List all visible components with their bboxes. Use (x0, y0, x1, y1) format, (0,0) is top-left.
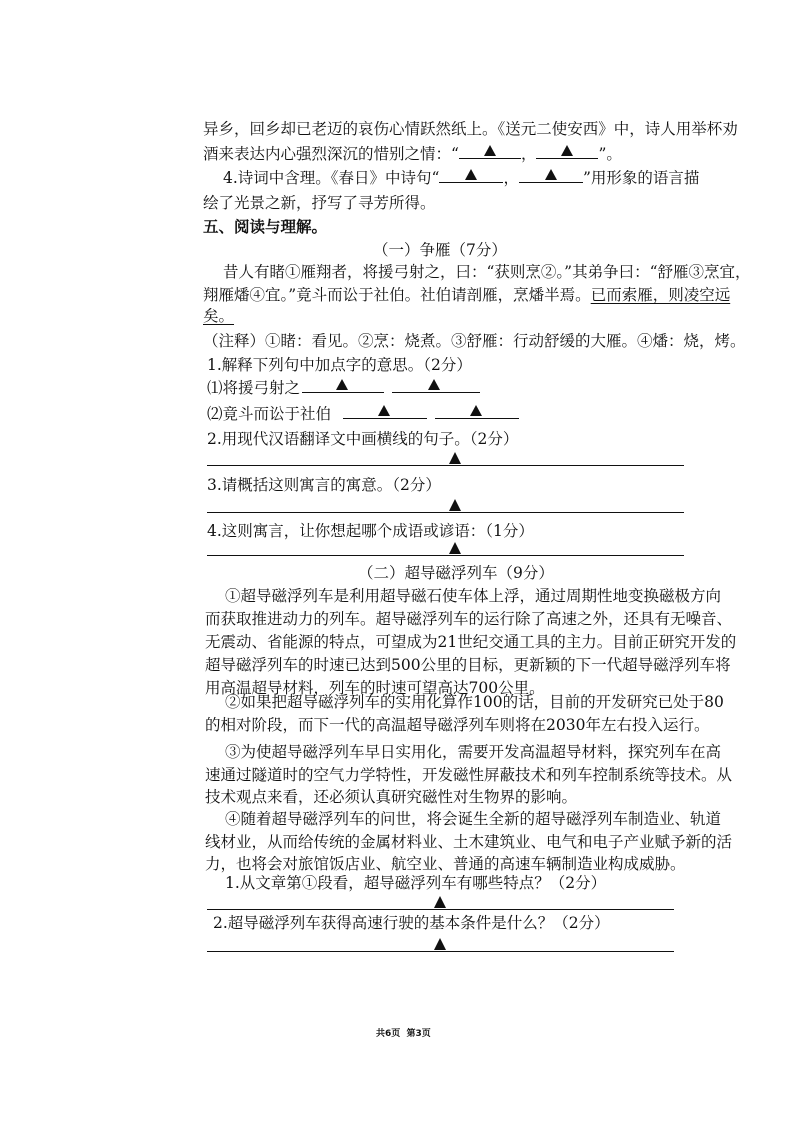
answer-triangle-icon (449, 499, 461, 511)
answer-triangle-icon (378, 405, 390, 416)
answer-blank[interactable] (302, 378, 384, 393)
passage-2-p4-line-2: 线材业，从而给传统的金属材料业、土木建筑业、电气和电子产业赋予新的活 (205, 833, 733, 851)
passage-1-line-2-text: 翔雁燔④宜。”竟斗而讼于社伯。社伯请剖雁，烹燔半焉。 (203, 286, 591, 304)
passage-2-p4-line-1: ④随着超导磁浮列车的问世，将会诞生全新的超导磁浮列车制造业、轨道 (225, 810, 722, 828)
answer-triangle-icon (434, 896, 446, 908)
answer-line[interactable] (207, 465, 684, 466)
q4-prefix: 4.诗词中含理。《春日》中诗句“ (223, 169, 440, 187)
comma: ， (520, 145, 537, 163)
passage-2-p4-line-3: 力，也将会对旅馆饭店业、航空业、普通的高速车辆制造业构成威胁。 (205, 855, 686, 873)
answer-triangle-icon (465, 169, 477, 180)
answer-line[interactable] (207, 951, 674, 952)
passage-2-p3-line-2: 速通过隧道时的空气力学特性，开发磁性屏蔽技术和列车控制系统等技术。从 (205, 766, 733, 784)
answer-blank[interactable] (343, 404, 427, 419)
poetry-line-2-text: 酒来表达内心强烈深沉的惜别之情：“ (203, 145, 459, 163)
footer-total-pages: 共6页 (376, 1029, 401, 1039)
p1-question-2: 2.用现代汉语翻译文中画横线的句子。（2分） (207, 430, 519, 448)
answer-triangle-icon (449, 452, 461, 464)
answer-line[interactable] (207, 909, 674, 910)
p1-question-3: 3.请概括这则寓言的寓意。（2分） (207, 476, 441, 494)
answer-line[interactable] (207, 512, 684, 513)
p2-question-2: 2.超导磁浮列车获得高速行驶的基本条件是什么？（2分） (213, 914, 610, 932)
poetry-line-2 (203, 144, 622, 164)
passage-2-p1-line-5: 用高温超导材料，列车的时速可望高达700公里。 (205, 679, 545, 697)
p1-question-4: 4.这则寓言，让你想起哪个成语或谚语：（1分） (207, 522, 534, 540)
passage-1-notes: （注释）①睹：看见。②烹：烧煮。③舒雁：行动舒缓的大雁。④燔：烧，烤。 (203, 332, 746, 350)
p1-question-1b (207, 404, 519, 424)
poetry-question-4 (223, 168, 699, 188)
answer-blank[interactable] (519, 168, 583, 183)
answer-triangle-icon (545, 169, 557, 180)
answer-triangle-icon (336, 379, 348, 390)
footer-page-number: 第3页 (406, 1029, 431, 1039)
passage-2-p3-line-1: ③为使超导磁浮列车早日实用化，需要开发高温超导材料，探究列车在高 (225, 743, 722, 761)
underlined-sentence-end: 矣。 (203, 307, 235, 325)
passage-2-p1-line-3: 无震动、省能源的特点，可望成为21世纪交通工具的主力。目前正研究开发的 (205, 633, 737, 651)
q1a-label: ⑴将援弓射之 (207, 379, 301, 397)
p2-question-1: 1.从文章第①段看，超导磁浮列车有哪些特点？（2分） (225, 874, 607, 892)
q4-suffix: ”用形象的语言描 (582, 169, 700, 187)
passage-2-p3-line-3: 技术观点来看，还必须认真研究磁性对生物界的影响。 (205, 788, 578, 806)
passage-1-line-1: 昔人有睹①雁翔者，将援弓射之，曰：“获则烹②。”其弟争曰：“舒雁③烹宜， (223, 263, 751, 281)
passage-2-title: （二）超导磁浮列车（9分） (358, 564, 554, 582)
section-5-heading: 五、阅读与理解。 (203, 217, 328, 236)
poetry-line-2-end: ”。 (598, 145, 622, 163)
passage-2-p2-line-1: ②如果把超导磁浮列车的实用化算作100的话，目前的开发研究已处于80 (225, 693, 724, 711)
answer-blank[interactable] (536, 144, 598, 159)
page-footer (376, 1026, 431, 1039)
underlined-sentence: 已而索雁，则凌空远 (590, 286, 731, 304)
passage-1-title: （一）争雁（7分） (373, 241, 507, 259)
answer-triangle-icon (470, 405, 482, 416)
poetry-question-4-line-2: 绘了光景之新，抒写了寻芳所得。 (203, 194, 436, 212)
answer-blank[interactable] (439, 168, 503, 183)
comma: ， (503, 169, 519, 187)
passage-2-p1-line-4: 超导磁浮列车的时速已达到500公里的目标，更新颖的下一代超导磁浮列车将 (205, 656, 731, 674)
answer-triangle-icon (449, 542, 461, 554)
passage-1-line-2 (203, 285, 730, 305)
answer-triangle-icon (561, 145, 573, 156)
answer-blank[interactable] (392, 378, 480, 393)
answer-triangle-icon (434, 938, 446, 950)
answer-blank[interactable] (435, 404, 519, 419)
passage-2-p1-line-2: 而获取推进动力的列车。超导磁浮列车的运行除了高速之外，还具有无噪音、 (205, 610, 733, 628)
p1-question-1a (207, 378, 480, 398)
answer-triangle-icon (428, 379, 440, 390)
passage-2-p2-line-2: 的相对阶段，而下一代的高温超导磁浮列车则将在2030年左右投入运行。 (205, 716, 710, 734)
answer-blank[interactable] (459, 144, 521, 159)
passage-2-p1-line-1: ①超导磁浮列车是利用超导磁石使车体上浮，通过周期性地变换磁极方向 (225, 587, 722, 605)
answer-triangle-icon (484, 145, 496, 156)
answer-line[interactable] (207, 555, 684, 556)
p1-question-1: 1.解释下列句中加点字的意思。（2分） (207, 356, 472, 374)
poetry-line-1: 异乡，回乡却已老迈的哀伤心情跃然纸上。《送元二使安西》中，诗人用举杯劝 (203, 120, 738, 138)
q1b-label: ⑵竟斗而讼于社伯 (207, 405, 332, 423)
passage-1-line-3 (203, 306, 234, 326)
